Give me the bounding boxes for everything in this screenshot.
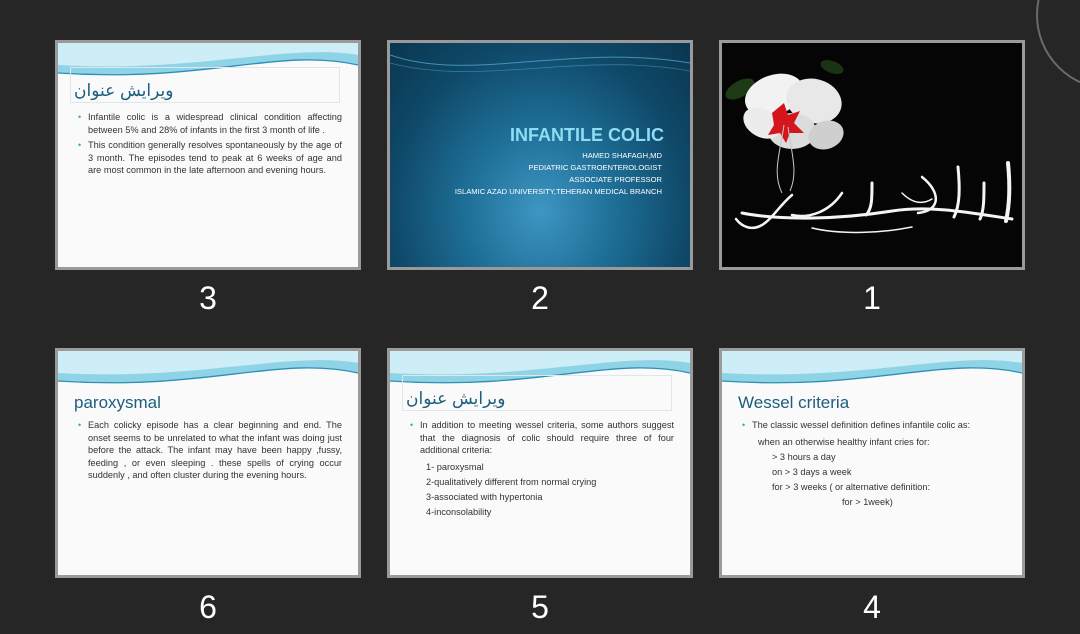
bullet-item: • Infantile colic is a widespread clinical condition affecting between 5% and 28% of infants in the first 3 month of life . (78, 111, 342, 136)
slide-title: paroxysmal (74, 393, 161, 412)
subtitle-line: PEDIATRIC GASTROENTEROLOGIST (528, 163, 662, 172)
slide-thumbnail-2[interactable] (387, 40, 693, 270)
slide-title: ویرایش عنوان (406, 389, 506, 408)
criteria-line: 3-associated with hypertonia (426, 491, 543, 502)
slide-header-wave (390, 43, 690, 93)
bismillah-calligraphy-image (722, 43, 1022, 267)
slide-number-6: 6 (199, 589, 217, 625)
criteria-line: 2-qualitatively different from normal crying (426, 476, 597, 487)
slide-title: INFANTILE COLIC (510, 125, 664, 145)
criteria-line: for > 3 weeks ( or alternative definition: (772, 481, 931, 492)
subtitle-line: HAMED SHAFAGH,MD (582, 151, 662, 160)
slide-number-3: 3 (199, 280, 217, 316)
slide-number-1: 1 (863, 280, 881, 316)
slide-number-5: 5 (531, 589, 549, 625)
slide-thumbnail-3[interactable] (55, 40, 361, 270)
bullet-item: • Each colicky episode has a clear beginning and end. The onset seems to be unrelated to what the infant was doing just before the attack. The infant may have been happy ,fussy, feeding , or even sleeping . these spells of crying occur suddenly , and often cluster during the evening hours. (78, 419, 342, 482)
bullet-item: • This condition generally resolves spontaneously by the age of 3 month. The episodes tend to peak at 6 weeks of age and are most common in the late afternoon and evening hours. (78, 139, 342, 177)
criteria-line: 4-inconsolability (426, 506, 492, 517)
corner-arc-decoration (1036, 0, 1080, 90)
criteria-line: on > 3 days a week (772, 466, 852, 477)
criteria-line: 1- paroxysmal (426, 461, 484, 472)
slide-body (742, 419, 1006, 510)
slide-thumbnail-4[interactable] (719, 348, 1025, 578)
slide-thumbnail-6[interactable] (55, 348, 361, 578)
slide-thumbnail-1[interactable] (719, 40, 1025, 270)
subtitle-line: ISLAMIC AZAD UNIVERSITY,TEHERAN MEDICAL BRANCH (454, 187, 662, 196)
slide-number-4: 4 (863, 589, 881, 625)
criteria-line: for > 1week) (842, 496, 893, 507)
subtitle-line: ASSOCIATE PROFESSOR (569, 175, 662, 184)
slide-title: ویرایش عنوان (74, 81, 174, 100)
slide-thumbnail-5[interactable] (387, 348, 693, 578)
slide-body (78, 419, 342, 485)
criteria-line: > 3 hours a day (772, 451, 836, 462)
slide-body (410, 419, 674, 520)
slide-title: Wessel criteria (738, 393, 850, 412)
slide-body (78, 111, 342, 180)
criteria-line: when an otherwise healthy infant cries for: (758, 436, 930, 447)
slide-number-2: 2 (531, 280, 549, 316)
bullet-item: • The classic wessel definition defines infantile colic as: (742, 419, 1006, 432)
bullet-item: • In addition to meeting wessel criteria, some authors suggest that the diagnosis of colic should require three of four additional criteria: (410, 419, 674, 457)
